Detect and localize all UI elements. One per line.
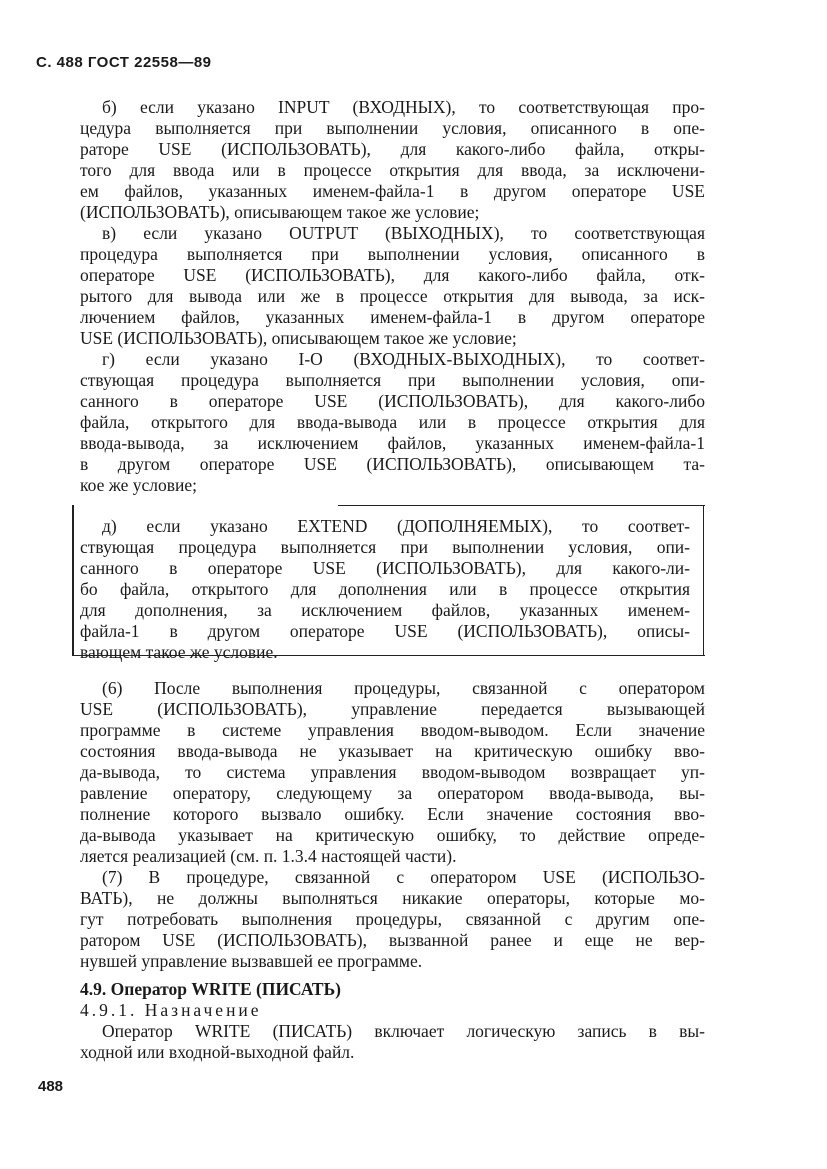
para-6-line: USE (ИСПОЛЬЗОВАТЬ), управление передается вызывающей bbox=[80, 699, 705, 719]
para-6-line: программе в системе управления вводом-выводом. Если значение bbox=[80, 720, 705, 740]
para-g-line: в другом операторе USE (ИСПОЛЬЗОВАТЬ), описывающем та- bbox=[80, 454, 705, 474]
para-v-line: лючением файлов, указанных именем-файла-1 в другом операторе bbox=[80, 307, 705, 327]
subsection-heading: 4.9.1. Назначение bbox=[80, 1000, 262, 1020]
running-header: С. 488 ГОСТ 22558—89 bbox=[36, 54, 212, 71]
para-6-line: равление оператору, следующему за оператором ввода-вывода, вы- bbox=[80, 783, 705, 803]
change-box bbox=[72, 505, 705, 656]
para-7-line: ВАТЬ), не должны выполняться никакие операторы, которые мо- bbox=[80, 888, 705, 908]
change-box-right-border bbox=[703, 505, 704, 656]
para-b-line: цедура выполняется при выполнении условия, описанного в опе- bbox=[80, 118, 705, 138]
para-g-line: файла, открытого для ввода-вывода или в процессе открытия для bbox=[80, 412, 705, 432]
para-6-line: ляется реализацией (см. п. 1.3.4 настоящей части). bbox=[80, 846, 457, 866]
para-g-line: ввода-вывода, за исключением файлов, указанных именем-файла-1 bbox=[80, 433, 705, 453]
para-7-line: (7) В процедуре, связанной с оператором USE (ИСПОЛЬЗО- bbox=[102, 867, 705, 887]
para-b-line: б) если указано INPUT (ВХОДНЫХ), то соответствующая про- bbox=[102, 97, 705, 117]
para-b-line: ем файлов, указанных именем-файла-1 в другом операторе USE bbox=[80, 181, 705, 201]
para-purpose-line: ходной или входной-выходной файл. bbox=[80, 1042, 355, 1062]
para-v-line: процедура выполняется при выполнении условия, описанного в bbox=[80, 244, 705, 264]
para-6-line: да-вывода, то система управления вводом-выводом возвращает уп- bbox=[80, 762, 705, 782]
para-6-line: полнение которого вызвало ошибку. Если значение состояния вво- bbox=[80, 804, 705, 824]
para-d-line: ствующая процедура выполняется при выполнении условия, опи- bbox=[80, 537, 690, 557]
para-v-line: операторе USE (ИСПОЛЬЗОВАТЬ), для какого-либо файла, отк- bbox=[80, 265, 705, 285]
para-d-line: д) если указано EXTEND (ДОПОЛНЯЕМЫХ), то соответ- bbox=[102, 516, 690, 536]
para-6-line: (6) После выполнения процедуры, связанной с оператором bbox=[102, 678, 705, 698]
para-b-line: того для ввода или в процессе открытия для ввода, за исключени- bbox=[80, 160, 705, 180]
page-number: 488 bbox=[38, 1078, 64, 1095]
para-purpose-line: Оператор WRITE (ПИСАТЬ) включает логическую запись в вы- bbox=[102, 1021, 705, 1041]
para-b-line: раторе USE (ИСПОЛЬЗОВАТЬ), для какого-либо файла, откры- bbox=[80, 139, 705, 159]
para-g-line: санного в операторе USE (ИСПОЛЬЗОВАТЬ), для какого-либо bbox=[80, 391, 705, 411]
para-6-line: состояния ввода-вывода не указывает на критическую ошибку вво- bbox=[80, 741, 705, 761]
para-v-line: рытого для вывода или же в процессе открытия для вывода, за иск- bbox=[80, 286, 705, 306]
para-d-line: файла-1 в другом операторе USE (ИСПОЛЬЗОВАТЬ), описы- bbox=[80, 621, 690, 641]
para-b-line: (ИСПОЛЬЗОВАТЬ), описывающем такое же условие; bbox=[80, 202, 480, 222]
para-7-line: ратором USE (ИСПОЛЬЗОВАТЬ), вызванной ранее и еще не вер- bbox=[80, 930, 705, 950]
para-v-line: в) если указано OUTPUT (ВЫХОДНЫХ), то соответствующая bbox=[102, 223, 705, 243]
para-g-line: г) если указано I-O (ВХОДНЫХ-ВЫХОДНЫХ), то соответ- bbox=[102, 349, 705, 369]
para-7-line: гут потребовать выполнения процедуры, связанной с другим опе- bbox=[80, 909, 705, 929]
para-6-line: да-вывода указывает на критическую ошибку, то действие опреде- bbox=[80, 825, 705, 845]
para-g-line: ствующая процедура выполняется при выполнении условия, опи- bbox=[80, 370, 705, 390]
para-g-line: кое же условие; bbox=[80, 475, 197, 495]
para-d-line: санного в операторе USE (ИСПОЛЬЗОВАТЬ), для какого-ли- bbox=[80, 558, 690, 578]
section-heading: 4.9. Оператор WRITE (ПИСАТЬ) bbox=[80, 979, 341, 999]
para-v-line: USE (ИСПОЛЬЗОВАТЬ), описывающем такое же условие; bbox=[80, 328, 517, 348]
para-d-line: вающем такое же условие. bbox=[80, 642, 278, 662]
para-d-line: для дополнения, за исключением файлов, указанных именем- bbox=[80, 600, 690, 620]
para-7-line: нувшей управление вызвавшей ее программе. bbox=[80, 951, 423, 971]
para-d-line: бо файла, открытого для дополнения или в процессе открытия bbox=[80, 579, 690, 599]
